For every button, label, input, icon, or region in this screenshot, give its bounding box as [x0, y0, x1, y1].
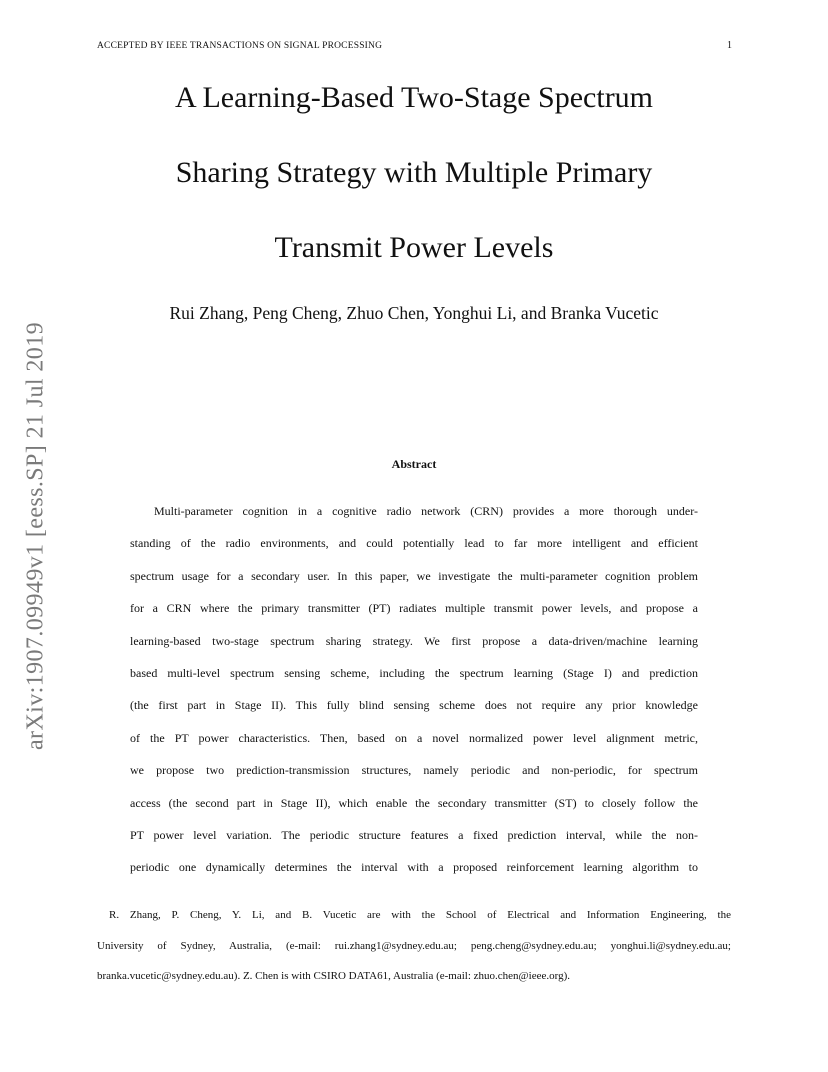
footnote-line: R. Zhang, P. Cheng, Y. Li, and B. Vucetic are with the School of Electrical and Information Engineering, the	[109, 909, 731, 921]
abstract-line: (the first part in Stage II). This fully blind sensing scheme does not require any prior knowledge	[130, 698, 698, 713]
abstract-line: learning-based two-stage spectrum sharing strategy. We first propose a data-driven/machine learning	[130, 633, 698, 648]
arxiv-identifier: arXiv:1907.09949v1 [eess.SP] 21 Jul 2019	[22, 322, 49, 750]
abstract-heading: Abstract	[391, 457, 437, 471]
paper-title-line-2: Sharing Strategy with Multiple Primary	[175, 156, 653, 189]
abstract-line: periodic one dynamically determines the interval with a proposed reinforcement learning algorithm to	[130, 860, 698, 875]
abstract-line: Multi-parameter cognition in a cognitive radio network (CRN) provides a more thorough under-	[154, 504, 698, 518]
author-list: Rui Zhang, Peng Cheng, Zhuo Chen, Yonghui Li, and Branka Vucetic	[169, 303, 659, 323]
abstract-line: spectrum usage for a secondary user. In this paper, we investigate the multi-parameter cognition problem	[130, 568, 698, 583]
footnote-line: branka.vucetic@sydney.edu.au). Z. Chen is with CSIRO DATA61, Australia (e-mail: zhuo.chen@ieee.org).	[97, 970, 571, 982]
abstract-line: of the PT power characteristics. Then, based on a novel normalized power level alignment metric,	[130, 730, 698, 745]
affiliation-footnote	[97, 905, 731, 997]
abstract-line: for a CRN where the primary transmitter (PT) radiates multiple transmit power levels, and propose a	[130, 601, 698, 616]
abstract-line: we propose two prediction-transmission structures, namely periodic and non-periodic, for spectrum	[130, 763, 698, 778]
abstract-body	[130, 501, 698, 890]
running-head: ACCEPTED BY IEEE TRANSACTIONS ON SIGNAL PROCESSING	[97, 41, 383, 51]
abstract-line: access (the second part in Stage II), which enable the secondary transmitter (ST) to closely follow the	[130, 795, 698, 810]
paper-title-line-1: A Learning-Based Two-Stage Spectrum	[174, 81, 654, 114]
arxiv-stamp	[18, 296, 54, 776]
abstract-line: PT power level variation. The periodic structure features a fixed prediction interval, while the non-	[130, 827, 698, 842]
footnote-line: University of Sydney, Australia, (e-mail: rui.zhang1@sydney.edu.au; peng.cheng@sydney.edu.au; yonghui.li@sydney.edu.au;	[97, 939, 731, 952]
paper-title-line-3: Transmit Power Levels	[274, 231, 554, 264]
abstract-line: standing of the radio environments, and could potentially lead to far more intelligent and efficient	[130, 536, 698, 551]
page-number: 1	[727, 40, 732, 51]
abstract-line: based multi-level spectrum sensing scheme, including the spectrum learning (Stage I) and prediction	[130, 665, 698, 680]
